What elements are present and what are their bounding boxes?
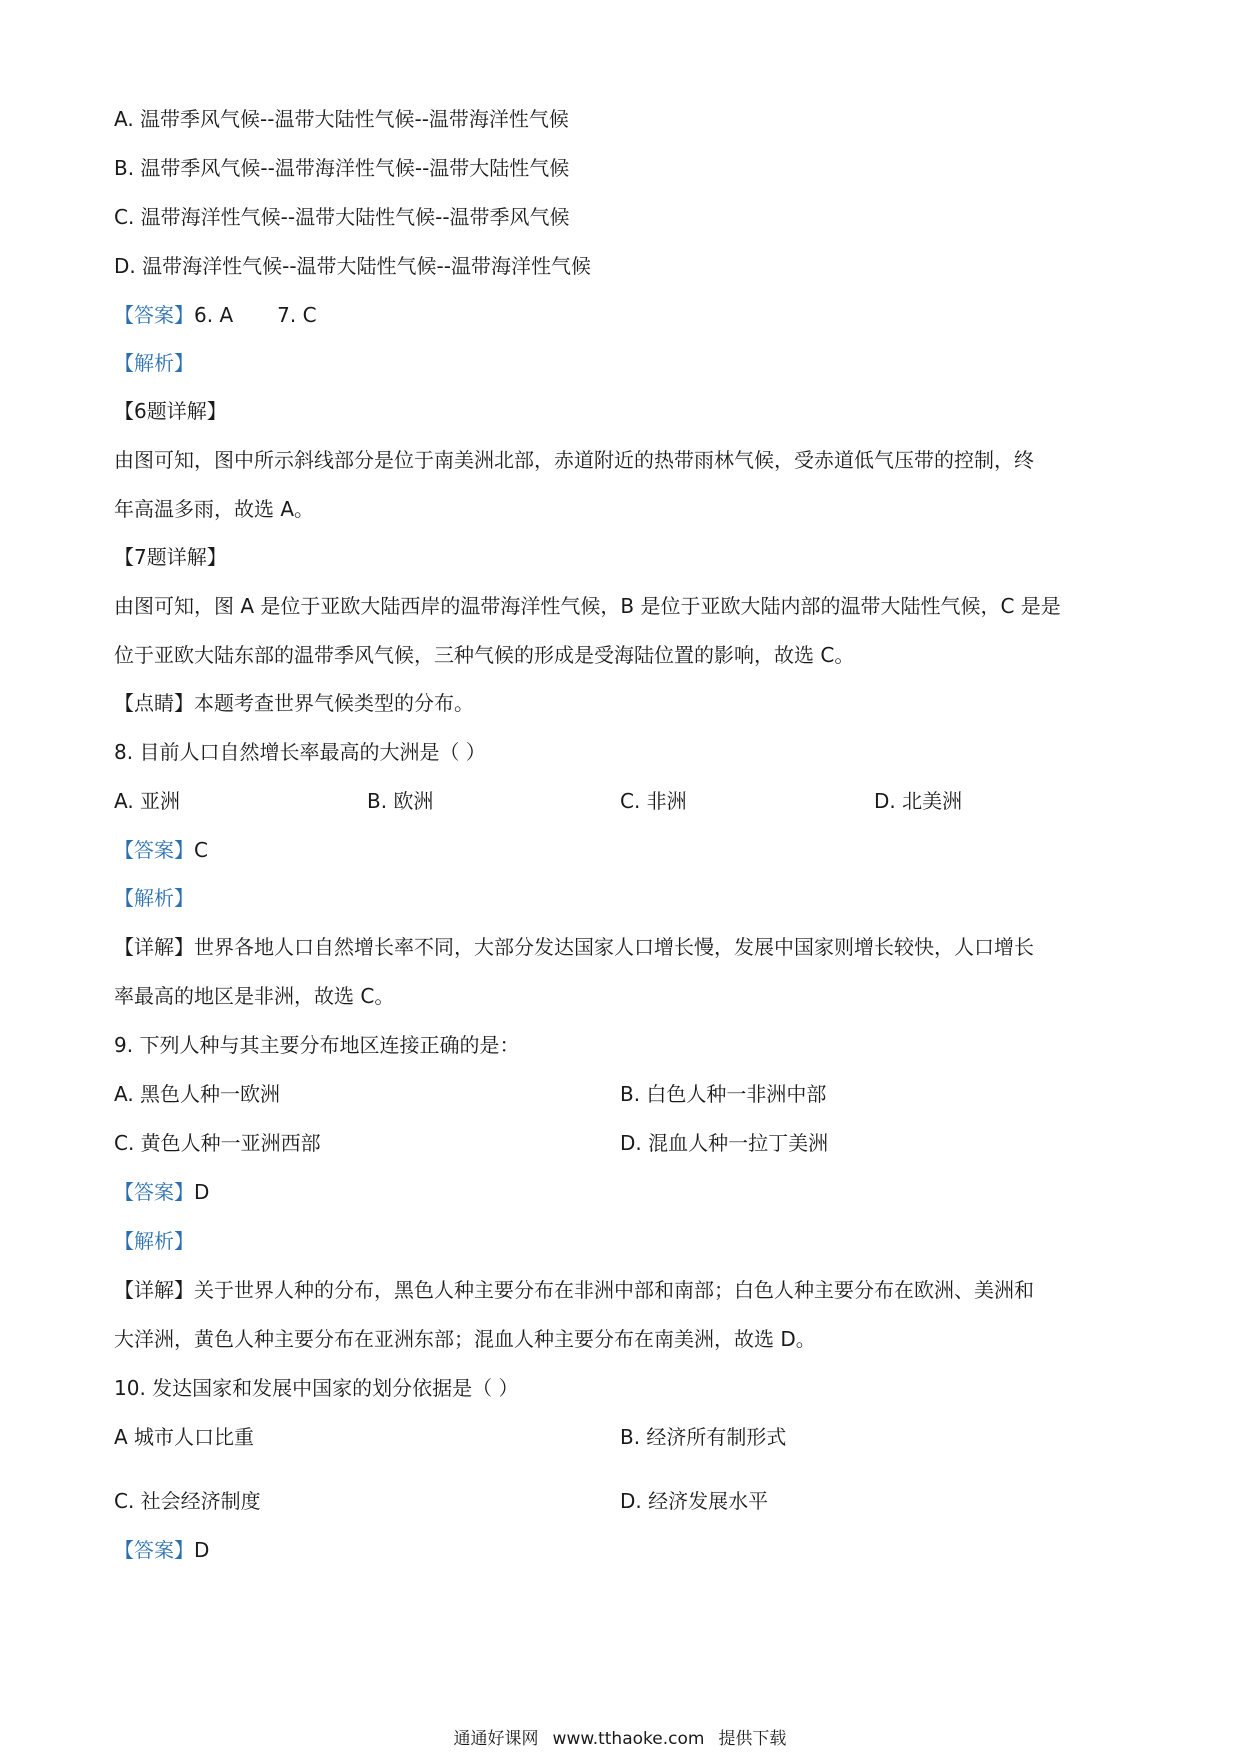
q8-answer-line — [114, 837, 208, 863]
q10-option-d: D. 经济发展水平 — [620, 1489, 769, 1513]
q7-detail-heading: 【7题详解】 — [114, 545, 227, 569]
comment-text: 本题考查世界气候类型的分布。 — [194, 691, 474, 715]
q8-detail-line1 — [114, 934, 1034, 960]
q10-option-b: B. 经济所有制形式 — [620, 1425, 787, 1449]
analysis-tag: 【解析】 — [114, 1229, 194, 1253]
q8-option-a: A. 亚洲 — [114, 789, 181, 813]
q10-option-c: C. 社会经济制度 — [114, 1489, 261, 1513]
q8-detail-line2: 率最高的地区是非洲，故选 C。 — [114, 984, 395, 1008]
q9-detail-line1 — [114, 1277, 1034, 1303]
q7-detail-line2: 位于亚欧大陆东部的温带季风气候，三种气候的形成是受海陆位置的影响，故选 C。 — [114, 643, 855, 667]
q8-stem: 8. 目前人口自然增长率最高的大洲是（ ） — [114, 740, 486, 764]
q9-option-d: D. 混血人种一拉丁美洲 — [620, 1131, 829, 1155]
answer-tag: 【答案】 — [114, 1180, 194, 1204]
q6-detail-line1: 由图可知，图中所示斜线部分是位于南美洲北部，赤道附近的热带雨林气候，受赤道低气压带的控制，终 — [114, 448, 1034, 472]
q9-option-c: C. 黄色人种一亚洲西部 — [114, 1131, 321, 1155]
q8-detail-text1: 世界各地人口自然增长率不同，大部分发达国家人口增长慢，发展中国家则增长较快，人口增长 — [194, 935, 1034, 959]
q9-stem: 9. 下列人种与其主要分布地区连接正确的是： — [114, 1033, 520, 1057]
q10-answer-line — [114, 1537, 209, 1563]
q9-option-b: B. 白色人种一非洲中部 — [620, 1082, 827, 1106]
q6-detail-line2: 年高温多雨，故选 A。 — [114, 497, 315, 521]
q8-option-d: D. 北美洲 — [874, 789, 963, 813]
q10-stem: 10. 发达国家和发展中国家的划分依据是（ ） — [114, 1376, 519, 1400]
q9-detail-line2: 大洋洲，黄色人种主要分布在亚洲东部；混血人种主要分布在南美洲，故选 D。 — [114, 1327, 816, 1351]
answer-tag: 【答案】 — [114, 838, 194, 862]
q9-detail-text1: 关于世界人种的分布，黑色人种主要分布在非洲中部和南部；白色人种主要分布在欧洲、美洲和 — [194, 1278, 1034, 1302]
answer-7: 7. C — [277, 303, 317, 327]
q9-answer-line — [114, 1179, 209, 1205]
q8-option-b: B. 欧洲 — [367, 789, 434, 813]
q8-option-c: C. 非洲 — [620, 789, 687, 813]
detail-tag: 【详解】 — [114, 935, 194, 959]
q10-option-a: A 城市人口比重 — [114, 1425, 255, 1449]
answer-6: 6. A — [194, 303, 234, 327]
q6-detail-heading: 【6题详解】 — [114, 399, 227, 423]
answer-tag: 【答案】 — [114, 1538, 194, 1562]
option-d: D. 温带海洋性气候--温带大陆性气候--温带海洋性气候 — [114, 254, 591, 278]
analysis-tag: 【解析】 — [114, 886, 194, 910]
detail-tag: 【详解】 — [114, 1278, 194, 1302]
footer-note: 提供下载 — [718, 1729, 787, 1749]
answer-tag: 【答案】 — [114, 303, 194, 327]
footer-site: 通通好课网 — [453, 1729, 539, 1749]
option-a: A. 温带季风气候--温带大陆性气候--温带海洋性气候 — [114, 107, 569, 131]
q9-option-a: A. 黑色人种一欧洲 — [114, 1082, 281, 1106]
footer-url[interactable]: www.tthaoke.com — [552, 1729, 705, 1749]
analysis-tag: 【解析】 — [114, 351, 194, 375]
page-footer — [0, 1728, 1240, 1750]
answer-line-6-7 — [114, 302, 317, 328]
q8-answer: C — [194, 838, 208, 862]
option-c: C. 温带海洋性气候--温带大陆性气候--温带季风气候 — [114, 205, 570, 229]
q7-detail-line1: 由图可知，图 A 是位于亚欧大陆西岸的温带海洋性气候，B 是位于亚欧大陆内部的温带大陆性气候，C 是是 — [114, 594, 1061, 618]
comment-tag: 【点睛】 — [114, 691, 194, 715]
comment-line — [114, 690, 474, 716]
q10-answer: D — [194, 1538, 210, 1562]
option-b: B. 温带季风气候--温带海洋性气候--温带大陆性气候 — [114, 156, 570, 180]
q9-answer: D — [194, 1180, 210, 1204]
